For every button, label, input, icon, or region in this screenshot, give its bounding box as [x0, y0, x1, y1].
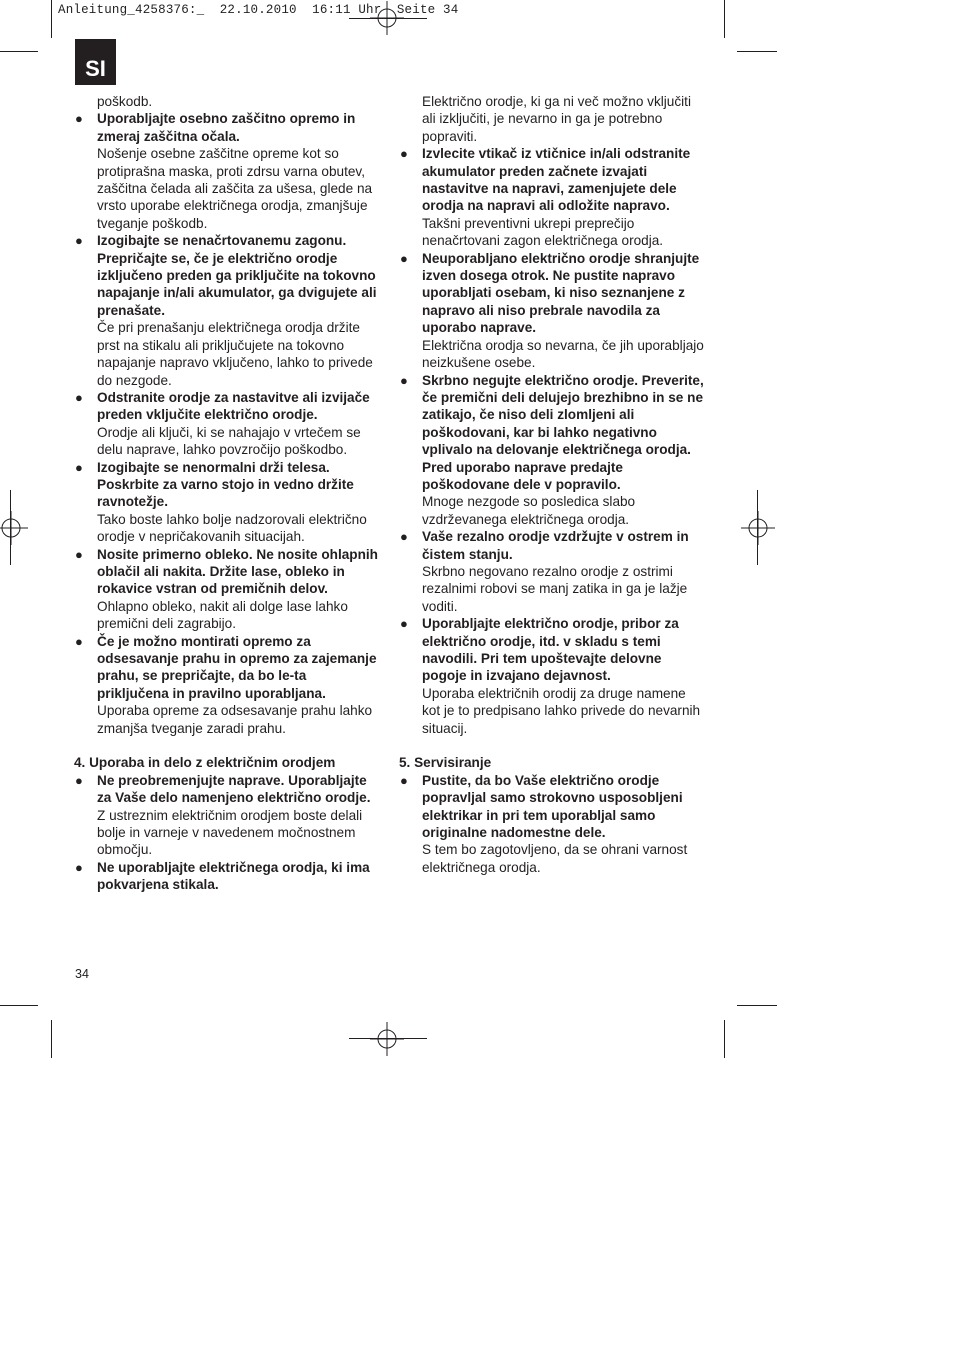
crop-mark — [349, 18, 427, 19]
list-item — [74, 772, 379, 859]
bullet-list — [399, 772, 704, 876]
item-instruction: Vaše rezalno orodje vzdržujte v ostrem in čistem stanju. — [422, 529, 689, 562]
list-item — [74, 110, 379, 232]
list-item — [399, 615, 704, 737]
item-instruction: Skrbno negujte električno orodje. Preverite, če premični deli delujejo brezhibno in se ne zatikajo, če niso deli zlomljeni ali poškodovani, kar bi lahko negativno vplivalo na delovanje električnega orodja. Pred uporabo naprave predajte poškodovane dele v popravilo. — [422, 372, 704, 492]
item-explanation: Tako boste lahko bolje nadzorovali električno orodje v nepričakovanih situacijah. — [97, 511, 367, 545]
list-item — [399, 772, 704, 876]
bullet-icon: ● — [75, 111, 83, 127]
page-number: 34 — [75, 967, 89, 981]
bullet-list — [74, 110, 379, 737]
crop-mark — [51, 1020, 52, 1058]
item-instruction: Izvlecite vtikač iz vtičnice in/ali odstranite akumulator preden začnete izvajati nastavitve na napravi, zamenjujete dele orodja na napravi ali odložite napravo. — [422, 146, 691, 214]
item-instruction: Ne uporabljajte električnega orodja, ki ima pokvarjena stikala. — [97, 859, 370, 893]
bullet-icon: ● — [75, 233, 83, 249]
item-instruction: Uporabljajte osebno zaščitno opremo in zmeraj zaščitna očala. — [97, 111, 356, 144]
list-item — [399, 250, 704, 372]
bullet-icon: ● — [400, 250, 408, 266]
print-slug: Anleitung_4258376:_ 22.10.2010 16:11 Uhr Seite 34 — [58, 3, 459, 17]
item-explanation: Z ustreznim električnim orodjem boste delali bolje in varneje v navedenem močnostnem območju. — [97, 807, 363, 858]
item-instruction: Izogibajte se nenormalni drži telesa. Poskrbite za varno stojo in vedno držite ravnotežje. — [97, 459, 354, 510]
lead-text: Električno orodje, ki ga ni več možno vključiti ali izključiti, je nevarno in ga je potrebno popraviti. — [422, 94, 691, 144]
bullet-icon: ● — [400, 146, 408, 162]
list-item — [74, 546, 379, 633]
item-instruction: Če je možno montirati opremo za odsesavanje prahu in opremo za zajemanje prahu, se prepričajte, da bo le-ta priključena in pravilno uporabljana. — [97, 633, 377, 701]
bullet-list — [74, 772, 379, 894]
language-badge: SI — [75, 39, 116, 85]
item-explanation: Mnoge nezgode so posledica slabo vzdrževanega električnega orodja. — [422, 494, 636, 527]
item-instruction: Pustite, da bo Vaše električno orodje popravljal samo strokovno usposobljeni elektrikar in pri tem uporabljal samo originalne nadomestne dele. — [422, 772, 683, 841]
list-item — [74, 633, 379, 737]
list-item — [399, 145, 704, 249]
right-column — [399, 93, 704, 876]
item-instruction: Uporabljajte električno orodje, pribor za električno orodje, itd. v skladu s temi navodili. Pri tem upoštevajte delovne pogoje in izvajano dejavnost. — [422, 616, 679, 684]
section-heading: 4. Uporaba in delo z električnim orodjem — [74, 755, 336, 771]
bullet-icon: ● — [400, 772, 408, 788]
item-explanation: S tem bo zagotovljeno, da se ohrani varnost električnega orodja. — [422, 842, 688, 875]
item-instruction: Ne preobremenjujte naprave. Uporabljajte za Vaše delo namenjeno električno orodje. — [97, 772, 371, 806]
item-instruction: Izogibajte se nenačrtovanemu zagonu. Prepričajte se, če je električno orodje izključeno preden ga priključite na tokovno napajanje in/ali akumulator, ga dvigujete ali prenašate. — [97, 233, 377, 318]
bullet-icon: ● — [400, 616, 408, 632]
bullet-icon: ● — [75, 546, 83, 562]
bullet-icon: ● — [75, 772, 83, 788]
crop-mark — [10, 490, 11, 565]
item-instruction: Odstranite orodje za nastavitve ali izvijače preden vključite električno orodje. — [97, 389, 370, 423]
item-instruction: Nosite primerno obleko. Ne nosite ohlapnih oblačil ali nakita. Držite lase, obleko in rokavice vstran od premičnih delov. — [97, 546, 378, 597]
bullet-icon: ● — [75, 633, 83, 649]
list-item — [74, 859, 379, 894]
bullet-icon: ● — [75, 389, 83, 405]
section-heading: 5. Servisiranje — [399, 755, 492, 771]
item-explanation: Uporaba opreme za odsesavanje prahu lahko zmanjša tveganje zaradi prahu. — [97, 703, 373, 736]
crop-mark — [0, 1005, 38, 1006]
bullet-icon: ● — [400, 372, 408, 388]
item-explanation: Uporaba električnih orodij za druge namene kot je to predpisano lahko privede do nevarnih situacij. — [422, 685, 701, 736]
bullet-icon: ● — [75, 459, 83, 475]
item-explanation: Če pri prenašanju električnega orodja držite prst na stikalu ali priključujete na tokovno napajanje napravo vključeno, lahko to privede do nezgode. — [97, 320, 373, 388]
bullet-icon: ● — [400, 529, 408, 545]
list-item — [74, 389, 379, 459]
bullet-icon: ● — [75, 859, 83, 875]
item-explanation: Električna orodja so nevarna, če jih uporabljajo neizkušene osebe. — [422, 337, 704, 371]
list-item — [399, 528, 704, 615]
lead-text: poškodb. — [97, 94, 153, 109]
item-explanation: Nošenje osebne zaščitne opreme kot so protiprašna maska, proti zdrsu varna obutev, zaščitna čelada ali zaščita za ušesa, glede na vrsto uporabe električnega orodja, zmanjšuje tveganje poškodb. — [97, 146, 373, 231]
crop-mark — [724, 0, 725, 38]
bullet-list — [399, 145, 704, 737]
item-instruction: Neuporabljano električno orodje shranjujte izven dosega otrok. Ne pustite napravo uporabljati osebam, ki niso seznanjene z napravo ali niso prebrale navodila za uporabo naprave. — [422, 250, 700, 336]
item-explanation: Orodje ali ključi, ki se nahajajo v vrtečem se delu naprave, lahko povzročijo poškodbo. — [97, 424, 361, 458]
registration-mark-icon — [741, 511, 775, 545]
list-item — [399, 372, 704, 529]
crop-mark — [737, 51, 777, 52]
item-explanation: Ohlapno obleko, nakit ali dolge lase lahko premični deli zagrabijo. — [97, 598, 348, 632]
list-item — [74, 459, 379, 546]
crop-mark — [724, 1020, 725, 1058]
crop-mark — [757, 490, 758, 565]
item-explanation: Takšni preventivni ukrepi preprečijo nenačrtovani zagon električnega orodja. — [422, 215, 664, 249]
crop-mark — [0, 51, 38, 52]
registration-mark-icon — [0, 511, 28, 545]
crop-mark — [349, 1038, 427, 1039]
crop-mark — [737, 1005, 777, 1006]
left-column — [74, 93, 379, 894]
item-explanation: Skrbno negovano rezalno orodje z ostrimi rezalnimi robovi se manj zatika in ga je lažje voditi. — [422, 563, 688, 614]
registration-mark-icon — [370, 1022, 404, 1056]
list-item — [74, 232, 379, 389]
crop-mark — [51, 0, 52, 38]
